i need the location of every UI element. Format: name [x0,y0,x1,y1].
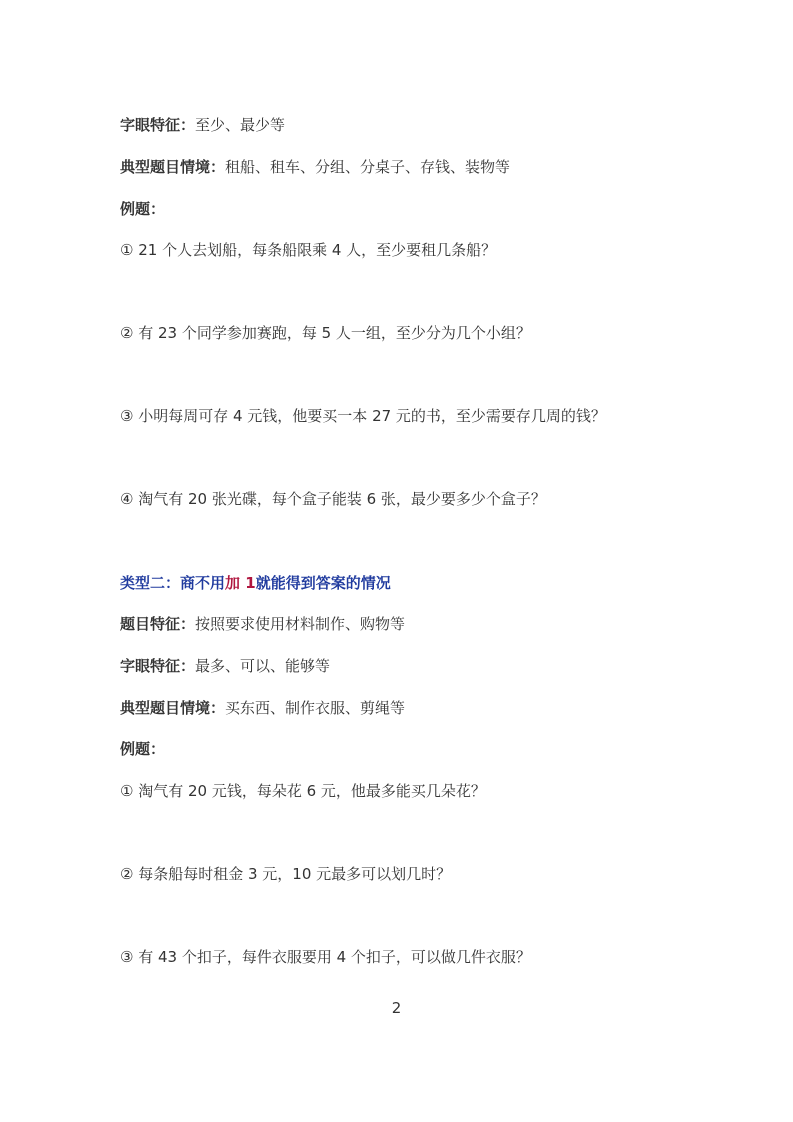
example-question-5: ① 淘气有 20 元钱，每朵花 6 元，他最多能买几朵花？ [120,782,486,800]
type-two-heading [120,573,391,593]
heading-part-1: 类型二：商不用 [120,574,226,592]
scenario-label-2: 典型题目情境： [120,699,226,717]
keyword-feature-label-2: 字眼特征： [120,657,196,675]
examples-label: 例题： [120,200,166,218]
example-question-6: ② 每条船每时租金 3 元，10 元最多可以划几时？ [120,865,452,883]
page-number: 2 [391,999,402,1017]
heading-part-2: 加 1 [225,574,256,592]
example-question-1: ① 21 个人去划船，每条船限乘 4 人，至少要租几条船？ [120,241,497,259]
keyword-feature-line-2 [120,656,330,676]
example-question-3: ③ 小明每周可存 4 元钱，他要买一本 27 元的书，至少需要存几周的钱？ [120,407,606,425]
example-question-4: ④ 淘气有 20 张光碟，每个盒子能装 6 张，最少要多少个盒子？ [120,490,546,508]
heading-part-3: 就能得到答案的情况 [255,574,391,592]
scenario-text-2: 买东西、制作衣服、剪绳等 [225,699,406,717]
scenario-line [120,157,510,177]
scenario-line-2 [120,698,405,718]
keyword-feature-line [120,115,285,135]
question-feature-label: 题目特征： [120,615,196,633]
examples-label-2: 例题： [120,740,166,758]
scenario-label: 典型题目情境： [120,158,226,176]
example-question-2: ② 有 23 个同学参加赛跑，每 5 人一组，至少分为几个小组？ [120,324,531,342]
keyword-feature-text: 至少、最少等 [195,116,286,134]
keyword-feature-text-2: 最多、可以、能够等 [195,657,331,675]
question-feature-line [120,614,405,634]
example-question-7: ③ 有 43 个扣子，每件衣服要用 4 个扣子，可以做几件衣服？ [120,948,531,966]
scenario-text: 租船、租车、分组、分桌子、存钱、装物等 [225,158,511,176]
question-feature-text: 按照要求使用材料制作、购物等 [195,615,406,633]
keyword-feature-label: 字眼特征： [120,116,196,134]
